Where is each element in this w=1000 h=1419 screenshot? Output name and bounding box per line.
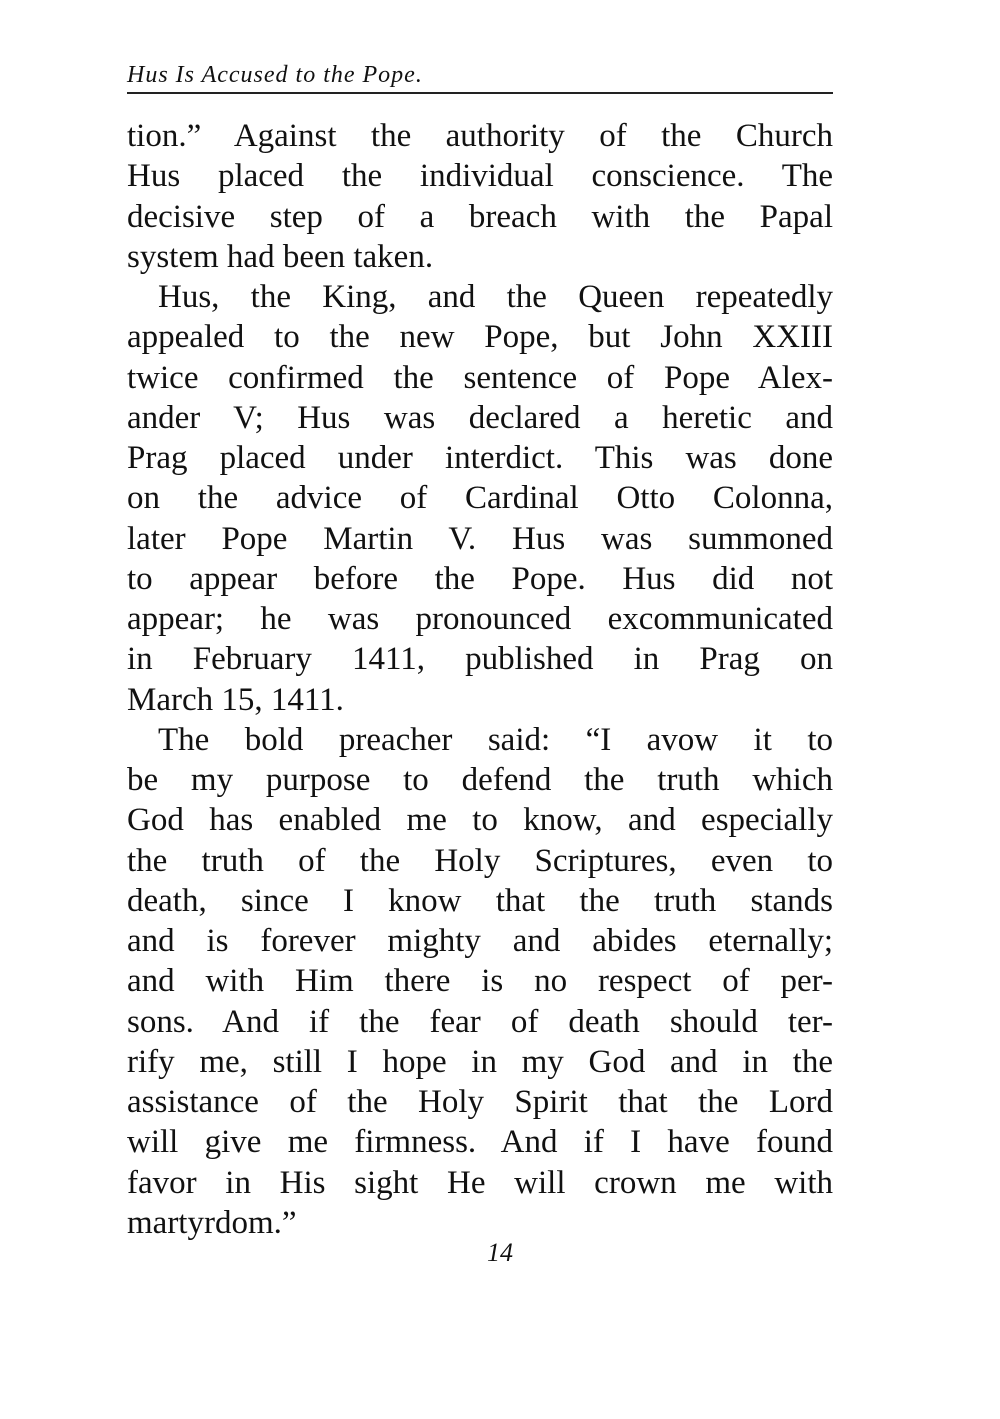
text-line: be my purpose to defend the truth which (127, 762, 833, 798)
paragraph (127, 277, 833, 720)
text-line: on the advice of Cardinal Otto Colonna, (127, 480, 833, 517)
text-line: in February 1411, published in Prag on (127, 641, 833, 678)
text-line: assistance of the Holy Spirit that the Lord (127, 1084, 833, 1120)
text-line: later Pope Martin V. Hus was summoned (127, 520, 833, 557)
text-line: and with Him there is no respect of per- (127, 963, 833, 1000)
text-line: appear; he was pronounced excommunicated (127, 601, 833, 637)
text-line: sons. And if the fear of death should ter- (127, 1003, 833, 1040)
text-line: favor in His sight He will crown me with (127, 1164, 833, 1201)
text-line: Hus placed the individual conscience. The (127, 158, 833, 195)
text-line: God has enabled me to know, and especially (127, 802, 833, 839)
text-line: rify me, still I hope in my God and in the (127, 1043, 833, 1080)
text-line: Prag placed under interdict. This was done (127, 440, 833, 476)
running-head (127, 58, 833, 94)
text-line: martyrdom.” (127, 1204, 297, 1241)
text-line: Hus, the King, and the Queen repeatedly (158, 279, 833, 315)
text-line: twice confirmed the sentence of Pope Alex- (127, 359, 833, 396)
body-text (127, 116, 833, 1243)
text-line: March 15, 1411. (127, 681, 344, 718)
text-line: system had been taken. (127, 238, 434, 275)
text-line: ander V; Hus was declared a heretic and (127, 399, 833, 436)
text-line: appealed to the new Pope, but John XXIII (127, 319, 833, 356)
text-line: to appear before the Pope. Hus did not (127, 560, 833, 597)
running-head-title: Hus Is Accused to the Pope. (127, 62, 423, 88)
text-line: and is forever mighty and abides eternally; (127, 923, 833, 959)
paragraph (127, 116, 833, 277)
text-line: the truth of the Holy Scriptures, even to (127, 842, 833, 879)
text-line: death, since I know that the truth stands (127, 882, 833, 919)
text-line: The bold preacher said: “I avow it to (158, 721, 833, 758)
text-line: tion.” Against the authority of the Church (127, 118, 833, 154)
paragraph (127, 720, 833, 1243)
text-line: decisive step of a breach with the Papal (127, 198, 833, 235)
text-line: will give me firmness. And if I have found (127, 1124, 833, 1161)
page-number: 14 (487, 1238, 513, 1267)
